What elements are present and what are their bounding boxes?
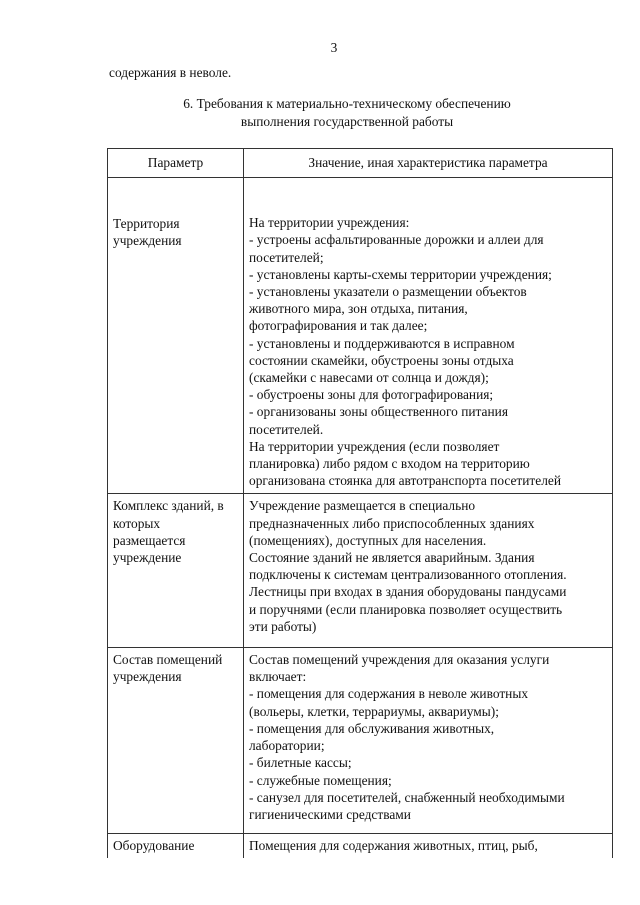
requirements-table — [107, 148, 613, 858]
cell-line: (скамейки с навесами от солнца и дождя); — [249, 370, 489, 386]
cell-line: планировка) либо рядом с входом на территорию — [249, 456, 530, 472]
cell-line: лаборатории; — [249, 738, 325, 754]
cell-line: - помещения для содержания в неволе животных — [249, 686, 529, 702]
cell-line: - установлены карты-схемы территории учреждения; — [249, 266, 552, 282]
cell-line: Помещения для содержания животных, птиц, рыб, — [249, 838, 538, 854]
parameter-cell — [108, 178, 244, 494]
cell-line: (помещениях), доступных для населения. — [249, 532, 487, 548]
cell-line: Комплекс зданий, в — [113, 498, 224, 514]
cell-line: Учреждение размещается в специально — [249, 498, 476, 514]
cell-line: - билетные кассы; — [249, 755, 352, 771]
cell-line: Территория — [113, 216, 180, 232]
cell-line: - установлены указатели о размещении объектов — [249, 284, 527, 300]
table-row — [108, 834, 613, 859]
cell-line: учреждение — [113, 550, 182, 566]
cell-line: которых — [113, 515, 161, 531]
cell-line: размещается — [113, 532, 186, 548]
table-row — [108, 178, 613, 494]
table-header-row — [108, 149, 613, 178]
column-header-value: Значение, иная характеристика параметра — [244, 149, 613, 178]
section-heading — [0, 95, 640, 130]
value-cell — [244, 834, 613, 859]
parameter-cell — [108, 648, 244, 834]
value-cell — [244, 494, 613, 648]
cell-spacer — [249, 823, 608, 829]
cell-line: предназначенных либо приспособленных зданиях — [249, 515, 535, 531]
cell-spacer — [249, 635, 608, 643]
cell-line: животного мира, зон отдыха, питания, — [249, 301, 468, 317]
cell-line: - организованы зоны общественного питания — [249, 404, 508, 420]
section-heading-line: выполнения государственной работы — [240, 113, 454, 129]
table-row — [108, 648, 613, 834]
cell-line: эти работы) — [249, 618, 317, 634]
cell-line: - устроены асфальтированные дорожки и аллеи для — [249, 232, 544, 248]
cell-line: Состояние зданий не является аварийным. Здания — [249, 550, 535, 566]
cell-line: включает: — [249, 669, 307, 685]
cell-line: фотографирования и так далее; — [249, 318, 428, 334]
section-heading-line: 6. Требования к материально-техническому обеспечению — [183, 96, 511, 111]
cell-line: - помещения для обслуживания животных, — [249, 720, 495, 736]
cell-line: организована стоянка для автотранспорта посетителей — [249, 473, 562, 489]
cell-line: и поручнями (если планировка позволяет осуществить — [249, 601, 563, 617]
cell-line: учреждения — [113, 669, 182, 685]
cell-line: состоянии скамейки, обустроены зоны отдыха — [249, 352, 514, 368]
table-row — [108, 494, 613, 648]
value-cell — [244, 178, 613, 494]
cell-line: На территории учреждения: — [249, 215, 410, 231]
cell-line: Состав помещений учреждения для оказания услуги — [249, 652, 550, 668]
cell-line: На территории учреждения (если позволяет — [249, 438, 500, 454]
cell-line: - служебные помещения; — [249, 772, 392, 788]
column-header-parameter: Параметр — [108, 149, 244, 178]
cell-line: - установлены и поддерживаются в исправном — [249, 335, 515, 351]
parameter-cell — [108, 834, 244, 859]
value-cell — [244, 648, 613, 834]
cell-line: (вольеры, клетки, террариумы, аквариумы); — [249, 703, 499, 719]
cell-line: Лестницы при входах в здания оборудованы пандусами — [249, 584, 567, 600]
cell-line: - обустроены зоны для фотографирования; — [249, 387, 494, 403]
parameter-cell — [108, 494, 244, 648]
carryover-text: содержания в неволе. — [109, 65, 232, 80]
cell-line: Состав помещений — [113, 652, 223, 668]
cell-line: подключены к системам централизованного отопления. — [249, 567, 567, 583]
cell-line: гигиеническими средствами — [249, 806, 411, 822]
page-number: 3 — [330, 40, 338, 55]
cell-line: Оборудование — [113, 838, 195, 854]
cell-line: - санузел для посетителей, снабженный необходимыми — [249, 789, 565, 805]
cell-line: посетителей. — [249, 421, 324, 437]
cell-line: учреждения — [113, 233, 182, 249]
cell-line: посетителей; — [249, 249, 324, 265]
